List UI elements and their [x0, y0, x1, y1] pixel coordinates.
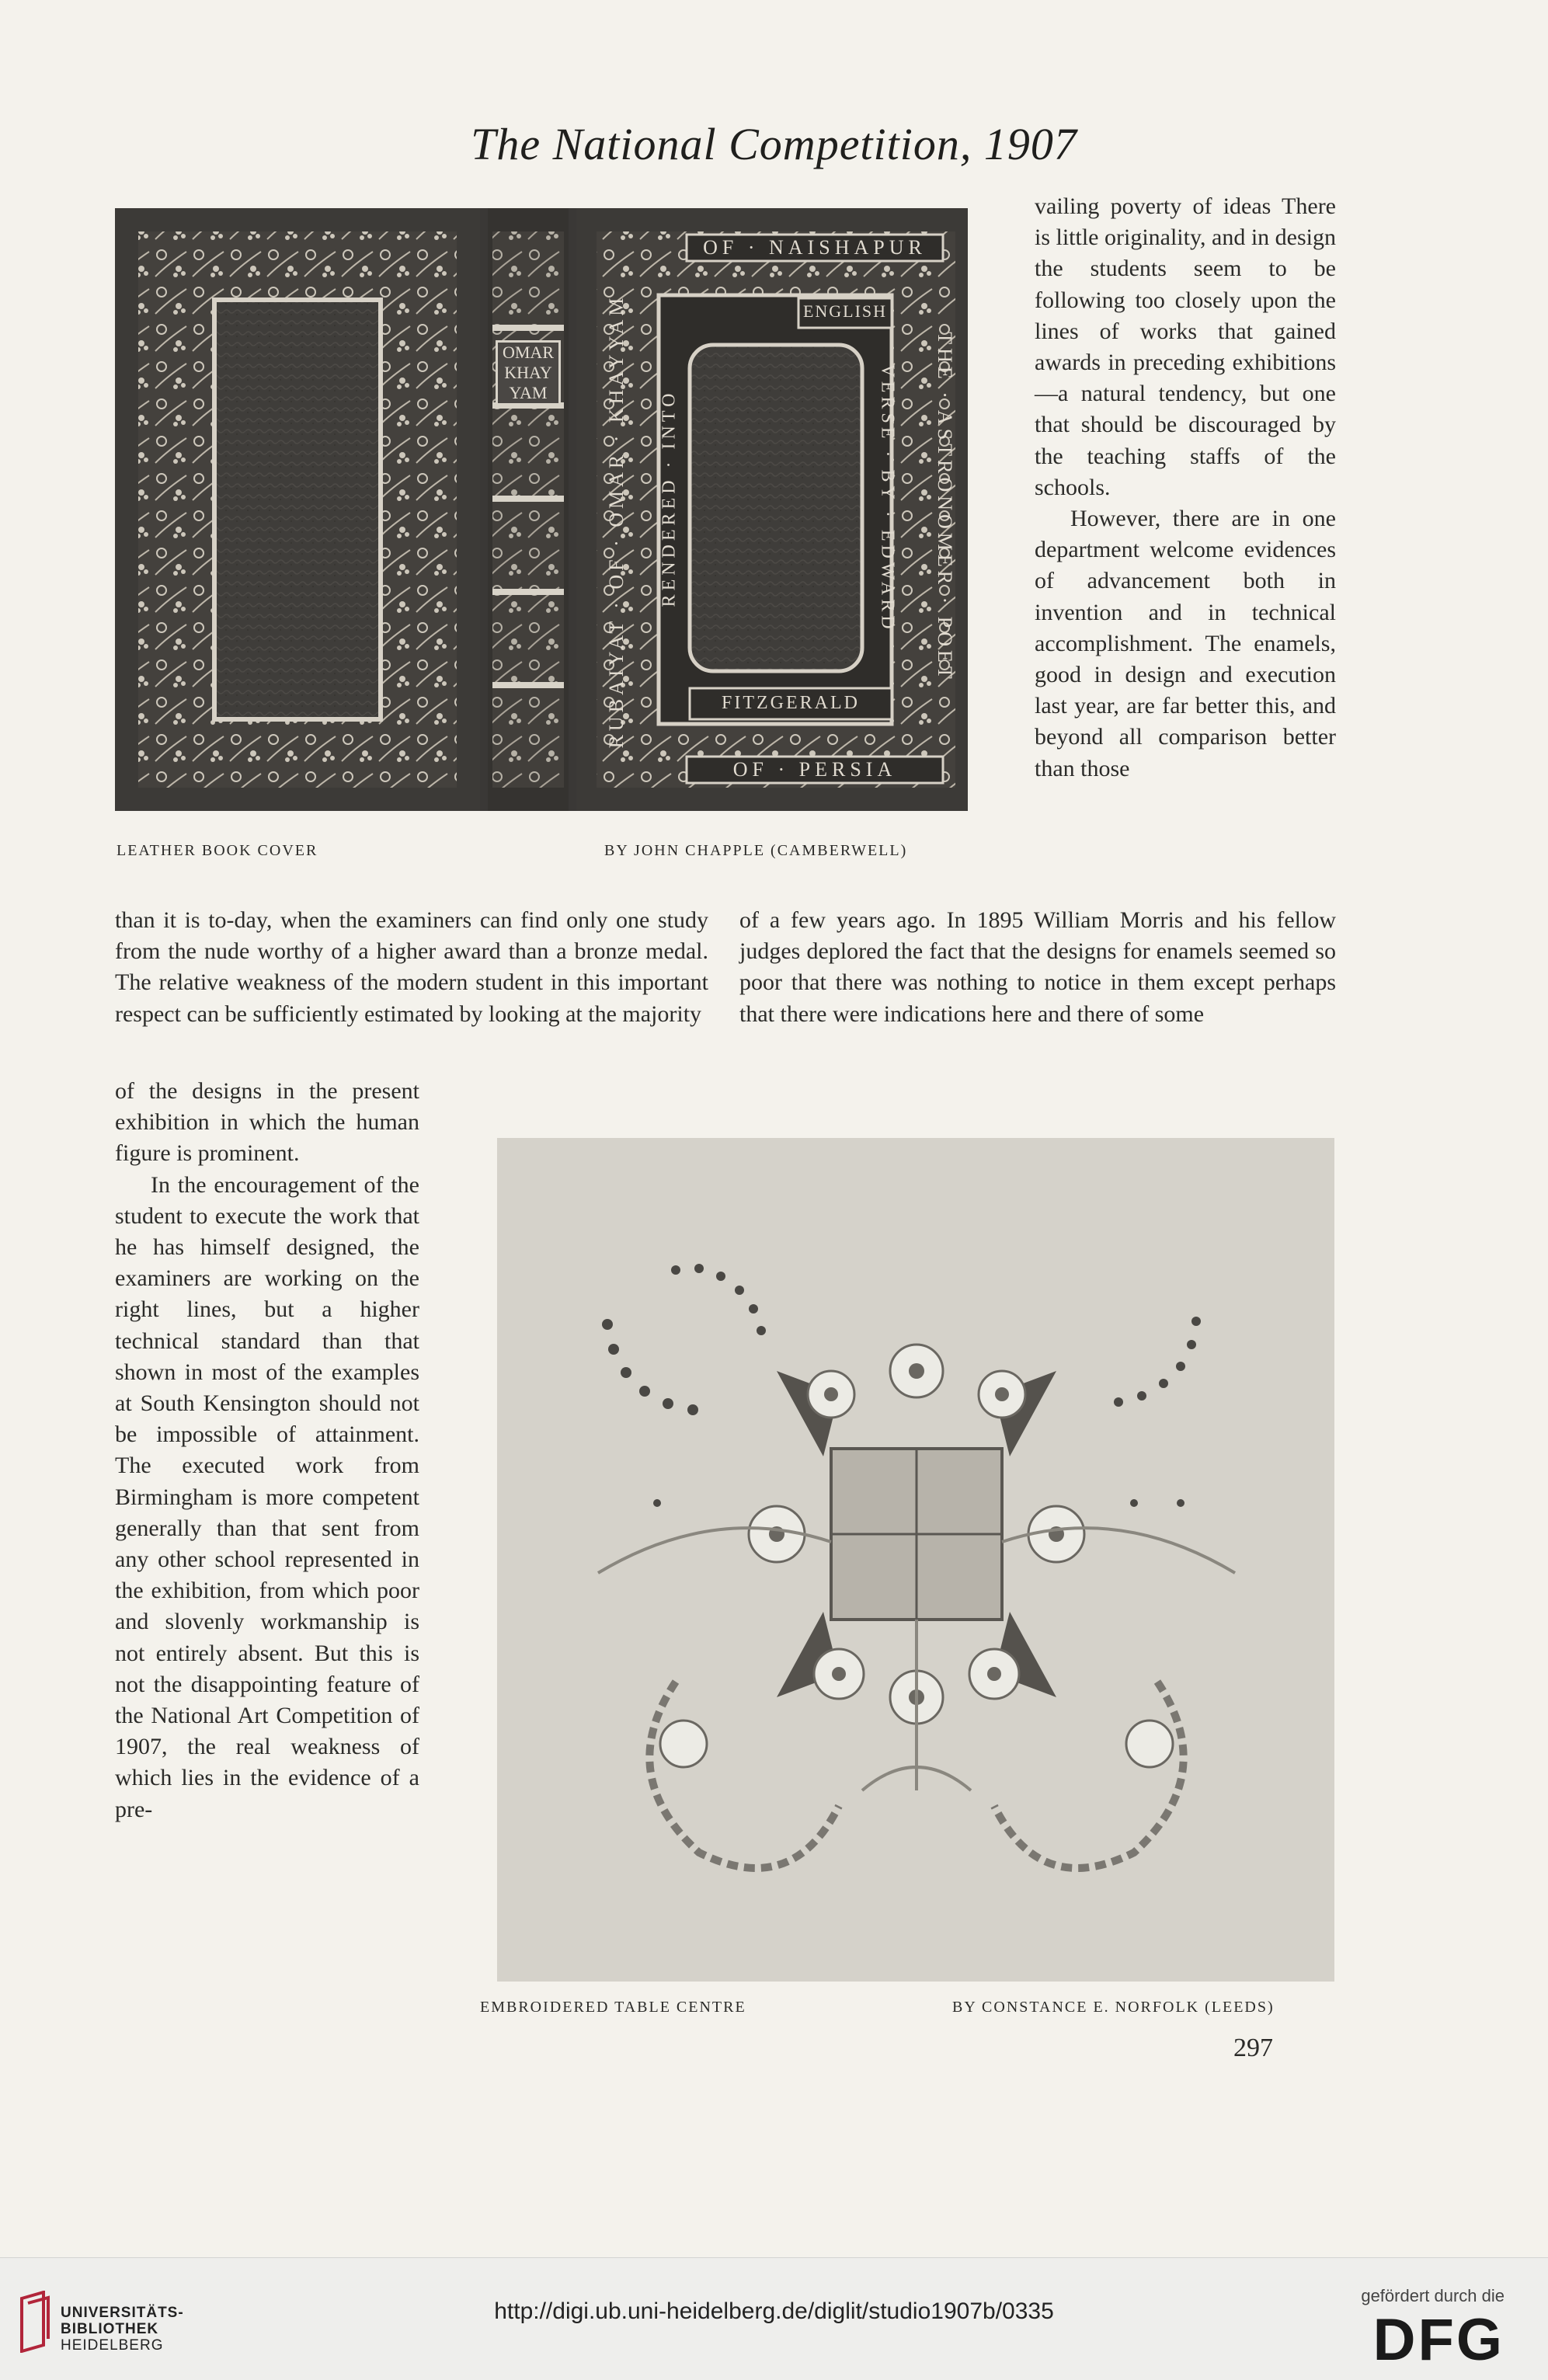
paragraph: In the encouragement of the student to execute the work that he has himself designed, the examiners are working on the right lines, but a higher technical standard than that shown in most of the examples at South Kensington should not be impossible of attainment. The executed work from Birmingham is more competent generally than that sent from any other school represented in the exhibition, from which poor and slovenly workmanship is not entirely absent. But this is not the disappointing feature of the National Art Competition of 1907, the real weakness of which lies in the evidence of a pre- — [115, 1171, 419, 1822]
text-right-column-top — [1035, 191, 1336, 785]
book-cover-figure — [115, 208, 968, 811]
text-left-narrow — [115, 1076, 419, 1825]
cover-inscription-fitzgerald: FITZGERALD — [722, 693, 860, 713]
funded-by-label: gefördert durch die — [1361, 2286, 1505, 2305]
spine-title-label — [496, 340, 561, 405]
spine-label-line: OMAR — [502, 343, 554, 362]
paragraph: of a few years ago. In 1895 William Morris and his fellow judges deplored the fact that the designs for enamels seemed so poor that there was nothing to notice in them except perhaps that there were indications here and there of some — [739, 907, 1336, 1027]
library-name-line: BIBLIOTHEK — [61, 2321, 159, 2337]
library-name-line: HEIDELBERG — [61, 2337, 164, 2354]
cover-inscription-english: ENGLISH — [802, 301, 888, 321]
cover-inscription-rendered-vertical: RENDERED · INTO — [659, 389, 680, 607]
cover-inscription-title-vertical: RUBAIYAT · OF · OMAR · KHAYYAM — [605, 294, 628, 749]
library-name-line: UNIVERSITÄTS- — [61, 2305, 184, 2321]
running-head: The National Competition, 1907 — [471, 119, 1077, 169]
table-centre-illustration — [497, 1138, 1334, 1982]
spine-label-line: KHAY — [504, 363, 552, 382]
book-cover-illustration — [115, 208, 968, 811]
paragraph: than it is to-day, when the examiners can find only one study from the nude worthy of a higher award than a bronze medal. The relative weakness of the modern student in this important respect can be sufficiently estimated by looking at the majority — [115, 907, 708, 1027]
spine-band — [492, 682, 564, 688]
paragraph: vailing poverty of ideas There is little originality, and in design the students seem to be following too closely upon the lines of works that gained awards in preceding exhibitions —a natural tendency, but one that should be discouraged by the teaching staffs of the schools. — [1035, 193, 1337, 500]
cover-inscription-bottom: OF · PERSIA — [732, 758, 897, 781]
paragraph: of the designs in the present exhibition in which the human figure is prominent. — [115, 1078, 419, 1167]
book-cover-caption-left: LEATHER BOOK COVER — [117, 842, 318, 859]
source-url-link[interactable]: http://digi.ub.uni-heidelberg.de/diglit/studio1907b/0335 — [494, 2298, 1054, 2324]
spine-band — [492, 589, 564, 595]
book-cover-caption-right: BY JOHN CHAPPLE (CAMBERWELL) — [604, 842, 908, 859]
table-centre-figure — [497, 1138, 1334, 1982]
text-right-mid — [739, 905, 1336, 1030]
table-centre-caption-right: BY CONSTANCE E. NORFOLK (LEEDS) — [952, 1999, 1275, 2016]
spine-band — [492, 325, 564, 331]
text-left-mid — [115, 905, 708, 1030]
page-number: 297 — [1233, 2034, 1273, 2062]
cover-inscription-verse-vertical: VERSE · BY · EDWARD — [877, 364, 898, 633]
spine-band — [492, 496, 564, 502]
paragraph: However, there are in one department welcome evidences of advancement both in invention and in technical accomplishment. The enamels, good in design and execution last year, are far better this, and beyond all comparison better than those — [1035, 506, 1336, 781]
table-centre-caption-left: EMBROIDERED TABLE CENTRE — [480, 1999, 746, 2016]
footer-bar — [0, 2257, 1548, 2380]
cover-inscription-astronomer-vertical: THE · ASTRONOMER · POET — [934, 332, 956, 683]
dfg-logo: DFG — [1372, 2307, 1505, 2373]
cover-inscription-top: OF · NAISHAPUR — [703, 236, 927, 259]
spine-label-line: YAM — [509, 383, 548, 402]
